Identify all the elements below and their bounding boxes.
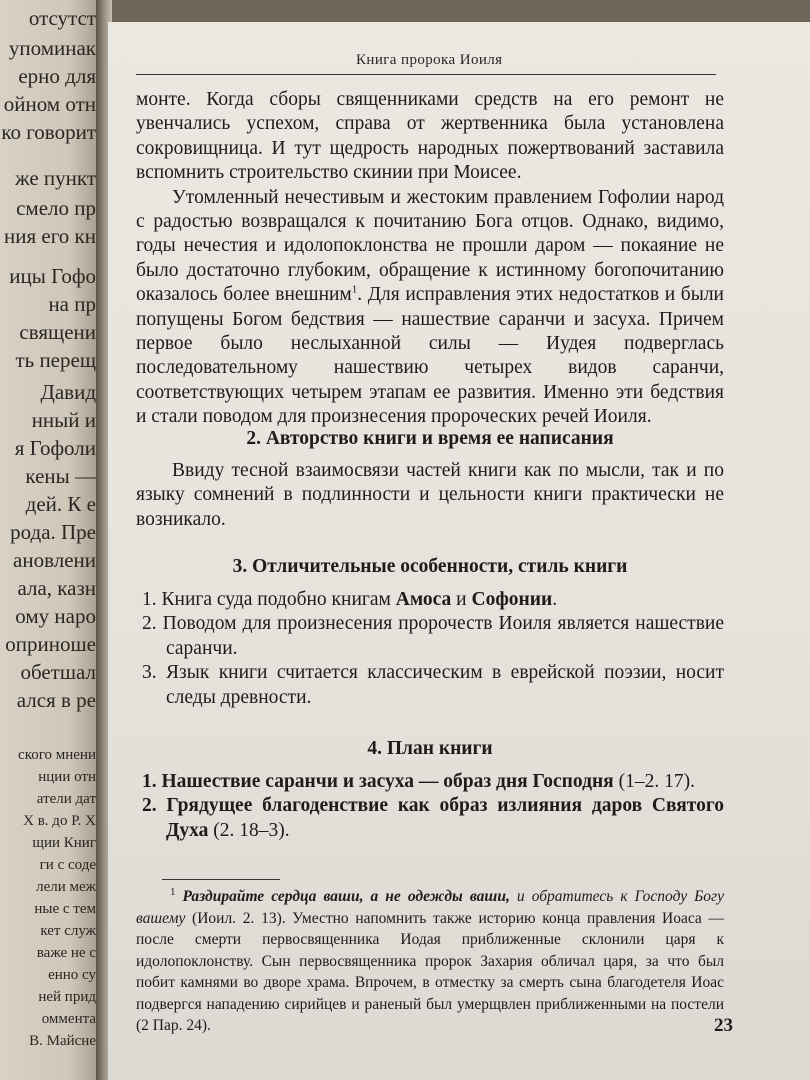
plan-item-text: 1. Нашествие саранчи и засуха — образ дня Господня — [142, 771, 614, 792]
footnote-quote-italic: и обратитесь к Господу Богу вашему — [136, 888, 724, 927]
left-page-line: ановлени — [13, 548, 96, 572]
left-page-line: ней прид — [38, 989, 96, 1005]
section-4-list — [142, 770, 724, 843]
left-page-line: ги с соде — [39, 857, 96, 873]
left-page-line: ался в ре — [16, 688, 96, 712]
plan-item-1 — [142, 770, 724, 794]
section-4-heading: 4. План книги — [367, 738, 493, 759]
footnote-ref-1[interactable]: 1 — [351, 283, 358, 296]
left-page-line: Давид — [40, 380, 96, 404]
left-page-line: отсутст — [28, 6, 96, 30]
left-page-line: обетшал — [20, 660, 96, 684]
book-name-zephaniah: Софонии — [471, 589, 553, 610]
footnote-mark: 1 — [170, 885, 176, 898]
item-text: и — [451, 589, 472, 610]
section-3-list — [142, 588, 724, 710]
left-page-line: ского мнени — [18, 747, 96, 763]
left-page-line: ому наро — [15, 604, 96, 628]
right-page — [108, 22, 810, 1080]
left-page-line: ные с тем — [34, 901, 96, 917]
footnote-text: (Иоил. 2. 13). Уместно напомнить также историю конца правления Иоаса — после смерти первосвященника Иодая приближенные склонили царя к идолопоклонству. Сын первосвященника пророк Захария обличал царя, за что был побит камнями во дворе храма. Впрочем, в отместку за смерть сына благодетеля Иоас подвергся нападению сирийцев и раненый был умерщвлен приближенными на постели (2 Пар. 24). — [136, 909, 724, 1034]
left-page-line: ть перещ — [15, 348, 96, 372]
plan-item-text: 2. Грядущее благоденствие как образ излияния даров Святого Духа — [142, 795, 724, 841]
left-page-line: упоминак — [8, 36, 96, 60]
left-page-line: смело пр — [16, 196, 96, 220]
left-page-line: я Гофоли — [14, 436, 96, 460]
left-page-line: оприноше — [5, 632, 96, 656]
section-3-item-2: 2. Поводом для произнесения пророчеств Иоиля является нашествие саранчи. — [142, 613, 724, 659]
intro-paragraph-2 — [136, 186, 724, 430]
left-page-line: священи — [19, 320, 96, 344]
left-page-line: нции отн — [38, 769, 96, 785]
left-page-line: ния его кн — [4, 224, 96, 248]
footnote-rule — [162, 879, 280, 880]
left-page-line: нный и — [31, 408, 96, 432]
left-page-line: В. Майсне — [29, 1033, 96, 1049]
left-page-line: на пр — [48, 292, 96, 316]
left-page-line: же пункт — [15, 166, 96, 190]
intro-paragraph-2-end: . Для исправления этих недостатков и были попущены Богом бедствия — нашествие саранчи и засуха. Причем первое было неслыханной силы — Иудея подверглась последовательному нашествию четырех видов саранчи, соответствующих четырем этапам ее развития. Именно эти бедствия и стали поводом для произнесения пророческих речей Иоиля. — [136, 284, 724, 428]
plan-item-ref: (2. 18–3). — [208, 819, 290, 841]
section-3-item-3: 3. Язык книги считается классическим в еврейской поэзии, носит следы древности. — [142, 662, 724, 708]
intro-text — [136, 88, 724, 430]
left-page-line: щии Книг — [32, 835, 96, 851]
item-text: . — [552, 589, 558, 610]
footnote — [136, 886, 724, 1037]
left-page-line: ала, казн — [17, 576, 96, 600]
left-page-line: енно су — [48, 967, 96, 983]
footnote-quote-bold: Раздирайте сердца ваши, а не одежды ваши, — [175, 888, 510, 905]
left-page-line: атели дат — [36, 791, 96, 807]
running-head: Книга пророка Иоиля — [356, 52, 503, 68]
left-page-line: лели меж — [36, 879, 96, 895]
plan-item-ref: (1–2. 17). — [613, 771, 695, 792]
left-page-line: рода. Пре — [10, 520, 96, 544]
left-page-line: дей. К е — [25, 492, 96, 516]
left-facing-page — [0, 0, 100, 1080]
left-page-line: важе не с — [36, 945, 96, 961]
header-rule — [136, 74, 716, 75]
section-3-heading: 3. Отличительные особенности, стиль книги — [232, 556, 628, 577]
intro-paragraph-1: монте. Когда сборы священниками средств на его ремонт не увенчались успехом, справа от жертвенника была установлена сокровищница. И тут щедрость народных пожертвований заставила вспомнить строительство скинии при Моисее. — [136, 89, 724, 184]
left-page-line: Х в. до Р. Х — [23, 813, 96, 829]
page-number: 23 — [714, 1015, 733, 1036]
intro-paragraph-2-start: Утомленный нечестивым и жестоким правлением Гофолии народ с радостью возвращался к почитанию Бога отцов. Однако, видимо, годы нечестия и идолопоклонства не прошли даром — покаяние не было достаточно глубоким, обращение к истинному богопочитанию оказалось более внешним — [136, 186, 724, 306]
plan-item-2 — [142, 794, 724, 843]
section-2-heading: 2. Авторство книги и время ее написания — [246, 428, 614, 449]
left-page-line: кены — — [25, 464, 96, 488]
section-3-item-1 — [142, 588, 724, 612]
left-page-line: оммента — [41, 1011, 96, 1027]
left-page-line: ицы Гофо — [9, 264, 96, 288]
left-page-line: ерно для — [18, 64, 96, 88]
footnote-paragraph — [136, 886, 724, 1037]
left-page-line: ойном отн — [3, 92, 96, 116]
left-page-line: кет служ — [40, 923, 96, 939]
section-2-text — [136, 459, 724, 532]
book-name-amos: Амоса — [395, 589, 452, 610]
item-text: 1. Книга суда подобно книгам — [142, 589, 396, 610]
left-page-line: ко говорит — [1, 120, 96, 144]
section-2-paragraph: Ввиду тесной взаимосвязи частей книги как по мысли, так и по языку сомнений в подлинности и цельности книги практически не возникало. — [136, 460, 724, 530]
